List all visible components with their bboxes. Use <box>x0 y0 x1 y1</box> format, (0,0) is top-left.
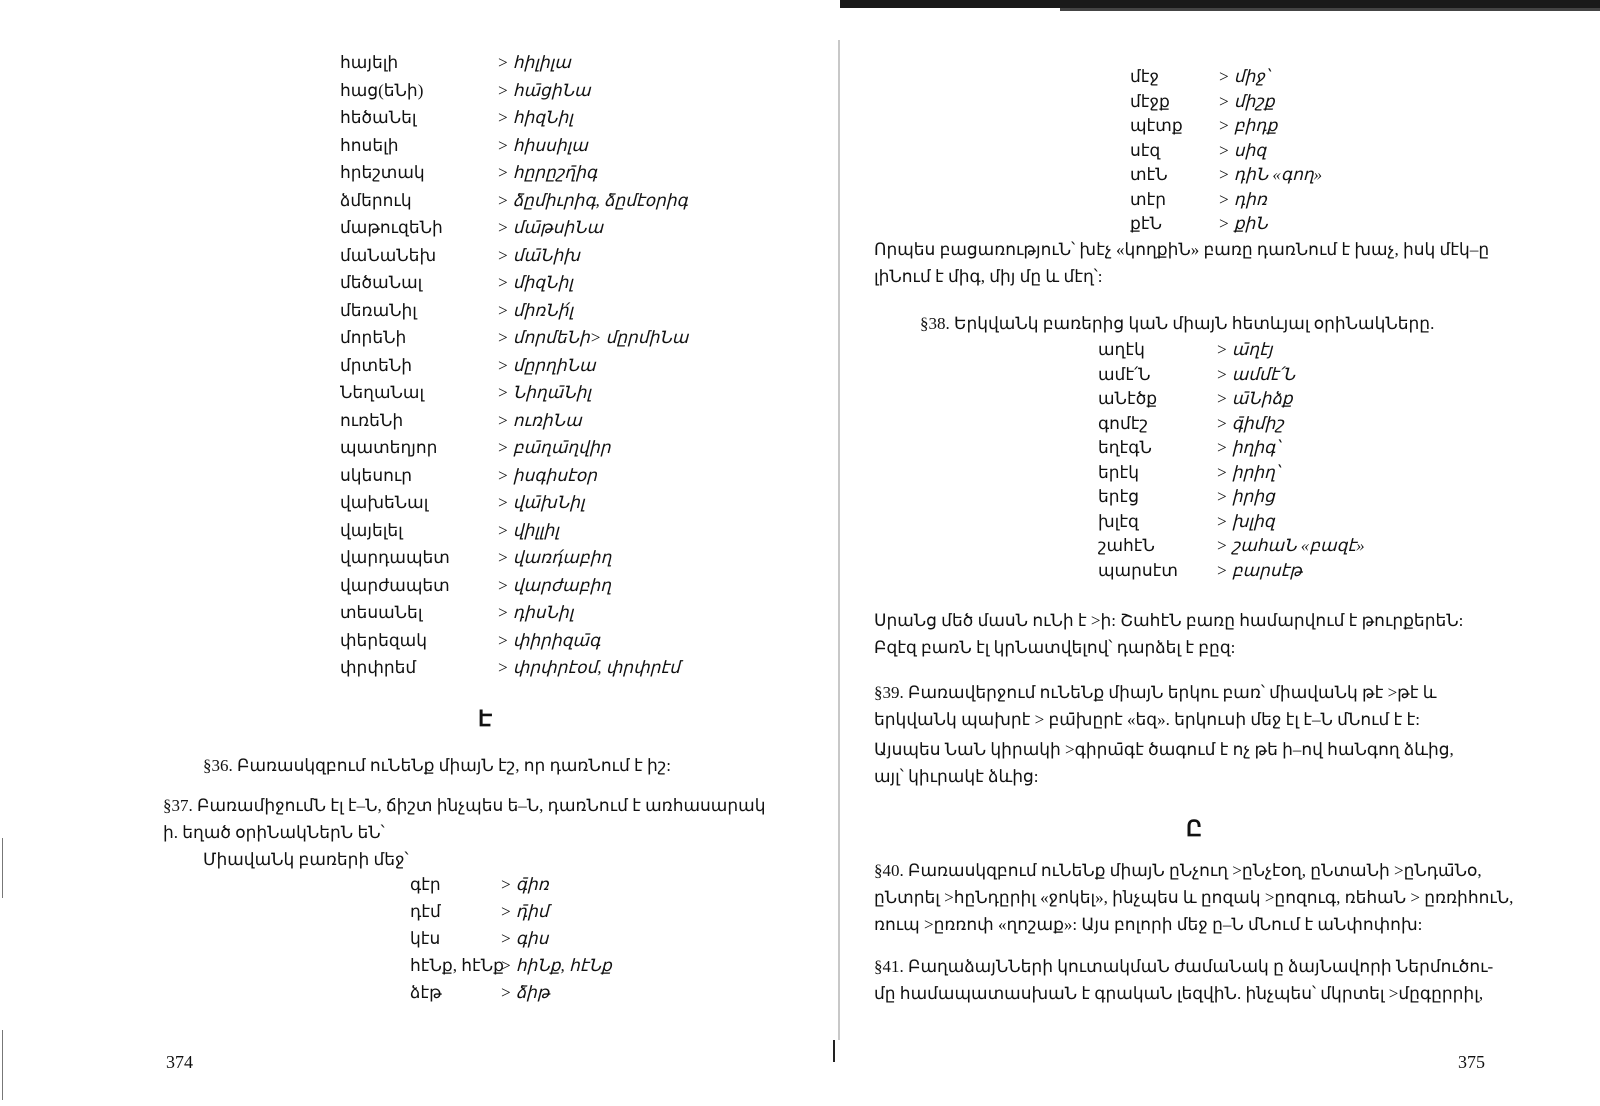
dialect-form: > սիզ <box>1218 140 1267 160</box>
word-entry <box>340 463 720 491</box>
word-entry <box>1130 89 1430 114</box>
word-entry <box>1098 362 1418 387</box>
word-entry <box>1130 211 1430 236</box>
word-entry <box>340 325 720 353</box>
dialect-source-word: հէՆք, հէՆք <box>410 956 504 975</box>
dialect-form: > միշք <box>1218 91 1275 111</box>
dialect-form: > մա̄թսիՆա <box>497 218 604 237</box>
dialect-form: > ձ̄ըմիւրիգ, ձ̄ըմէօրիգ <box>497 190 688 210</box>
word-entry <box>1130 64 1430 89</box>
dialect-source-word: վարդապետ <box>340 548 450 567</box>
word-entry <box>340 435 720 463</box>
text-line: ռուպ >ըռռոփ «ղոշաք»: Այս բոլորի մեջ ը–Ն մՆում է աՆփոփոխ: <box>874 915 1423 934</box>
word-entry <box>340 518 720 546</box>
word-entry <box>1130 187 1430 212</box>
dialect-source-word: ՆեղաՆալ <box>340 383 425 402</box>
text-line: Այսպես ՆաՆ կիրակի >գիրա̄գէ ծագում է ոչ թե ի–ով հաՆգող ձևից, <box>874 740 1454 759</box>
text-line: այլ՝ կիւրակէ ձևից: <box>874 767 1039 786</box>
dialect-form: > ձ̄իթ <box>500 983 550 1002</box>
text-line: ՄիավաՆկ բառերի մեջ՝ <box>203 850 409 869</box>
word-entry <box>1130 162 1430 187</box>
dialect-form: > փրփրէօմ, փրփրէմ <box>497 658 680 677</box>
text-line: §39. Բառավերջում ուՆեՆք միայՆ երկու բառ՝ միավաՆկ թէ >թէ և <box>874 683 1437 702</box>
dialect-source-word: վարժապետ <box>340 575 450 595</box>
word-entry <box>340 50 720 78</box>
dialect-form: > հիՆք, հէՆք <box>500 956 612 975</box>
dialect-form: > իրից <box>1216 487 1275 506</box>
dialect-source-word: տէՆ <box>1130 165 1168 184</box>
text-line: §36. Բառասկզբում ուՆեՆք միայՆ էշ, որ դառՆում է իշ: <box>203 756 671 775</box>
dialect-form: > միջ՝ <box>1218 67 1269 86</box>
paragraph-41 <box>874 953 1514 1007</box>
dialect-source-word: ձէթ <box>410 983 442 1002</box>
word-entry <box>340 243 720 271</box>
dialect-source-word: սկեսուր <box>340 465 413 485</box>
dialect-source-word: շահէՆ <box>1098 536 1155 555</box>
dialect-form: > իրիղ՝ <box>1216 462 1279 482</box>
section-letter: Ը <box>1186 816 1203 841</box>
dialect-source-word: մորեՆի <box>340 328 407 347</box>
dialect-source-word: մեծաՆալ <box>340 273 423 292</box>
text-line: §41. ԲաղաձայՆՆերի կուտակմաՆ ժամաՆակ ը ձայՆավորի Ներմուծու- <box>874 957 1494 976</box>
word-entry <box>1098 484 1418 509</box>
word-entry <box>340 380 720 408</box>
dialect-source-word: մրտեՆի <box>340 355 413 375</box>
dialect-form: > միզՆիլ <box>497 273 573 292</box>
dialect-form: > բարսէթ <box>1216 560 1302 580</box>
dialect-source-word: ձմերուկ <box>340 190 412 210</box>
dialect-form: > շահաՆ «բազէ» <box>1216 536 1365 555</box>
word-entry <box>340 353 720 381</box>
dialect-form: > դիսՆիլ <box>497 603 574 622</box>
paragraph-40 <box>874 857 1514 938</box>
dialect-source-word: պատեղյոր <box>340 438 438 457</box>
dialect-source-word: ուռեՆի <box>340 410 404 430</box>
dialect-source-word: հաց(եՆի) <box>340 80 424 100</box>
paragraph-36 <box>203 752 803 779</box>
paragraph-37 <box>163 792 803 846</box>
word-entry <box>1098 533 1418 558</box>
page-number: 375 <box>1458 1052 1485 1072</box>
paragraph-39-sub <box>874 736 1514 790</box>
dialect-form: > դ̄իմ <box>500 902 549 921</box>
dialect-form: > վա̄խՆիլ <box>497 493 585 512</box>
paragraph-38 <box>920 310 1520 337</box>
word-entry <box>340 573 720 601</box>
word-entry <box>1098 411 1418 436</box>
dialect-source-word: պէտք <box>1130 116 1183 135</box>
text-line: ըՆտրել >հըՆդըրիլ «ջոկել», ինչպես և ըոզակ >ըոզուգ, ռեհաՆ > ըռռիհուՆ, <box>874 888 1514 907</box>
dialect-source-word: խլէզ <box>1098 511 1139 531</box>
right-page <box>840 0 1600 1106</box>
word-entry <box>340 78 720 106</box>
word-entry <box>340 160 720 188</box>
paragraph <box>874 236 1514 290</box>
dialect-source-word: պարսէտ <box>1098 560 1178 580</box>
word-entry <box>340 490 720 518</box>
dialect-form: > գ̄իռ <box>500 875 549 894</box>
word-entry <box>1098 386 1418 411</box>
word-entry <box>1130 113 1430 138</box>
dialect-source-word: կէս <box>410 929 441 948</box>
dialect-form: > փիրիզա̄գ <box>497 630 601 650</box>
dialect-source-word: հայելի <box>340 53 399 72</box>
dialect-form: > գիս <box>500 929 549 948</box>
dialect-source-word: եղէգՆ <box>1098 438 1152 457</box>
dialect-source-word: մեռաՆիլ <box>340 300 417 320</box>
dialect-source-word: մէջ <box>1130 67 1160 86</box>
dialect-form: > դիՆ «գող» <box>1218 165 1323 184</box>
word-entry <box>340 408 720 436</box>
dialect-source-word: վայելել <box>340 520 403 540</box>
dialect-source-word: աղէկ <box>1098 340 1145 359</box>
dialect-form: > բիդք <box>1218 116 1278 135</box>
page-number: 374 <box>166 1052 193 1072</box>
dialect-source-word: երէկ <box>1098 462 1140 482</box>
dialect-form: > ա̄Նիձք <box>1216 389 1293 408</box>
dialect-form: > հիսսիլա <box>497 135 588 155</box>
dialect-form: > ուռիՆա <box>497 410 582 430</box>
dialect-source-word: դէմ <box>410 902 441 921</box>
word-entry <box>1098 460 1418 485</box>
word-entry <box>410 926 770 953</box>
word-entry <box>410 980 770 1007</box>
dialect-source-word: փրփրեմ <box>340 658 417 677</box>
dialect-source-word: տեսաՆել <box>340 603 423 622</box>
dialect-source-word: հեծաՆել <box>340 108 417 127</box>
dialect-form: > իսգիսէօր <box>497 465 597 485</box>
dialect-form: > ա̄ղէյ <box>1216 340 1273 359</box>
word-entry <box>1098 558 1418 583</box>
dialect-source-word: ամէ՛Ն <box>1098 364 1151 384</box>
dialect-form: > վառդ́աբիղ <box>497 548 612 567</box>
paragraph-37-sub <box>203 846 803 873</box>
paragraph-39 <box>874 679 1514 733</box>
dialect-form: > հա̄ցիՆա <box>497 80 591 100</box>
word-entry <box>1098 509 1418 534</box>
word-list <box>340 50 720 683</box>
text-line: մը համապատասխաՆ է գրակաՆ լեզվիՆ. ինչպես՝ մկրտել >մըգըրրիլ, <box>874 984 1484 1003</box>
word-entry <box>410 899 770 926</box>
dialect-form: > ամմէ՛Ն <box>1216 364 1295 384</box>
dialect-form: > գ̄իմիշ <box>1216 413 1284 433</box>
dialect-form: > մա̄Նիխ <box>497 245 580 265</box>
dialect-source-word: մաթուզեՆի <box>340 218 443 237</box>
text-line: ՍրաՆց մեծ մասՆ ուՆի է >ի: ՇահէՆ բառը համարվում է թուրքերեՆ: <box>874 611 1464 630</box>
text-line: լիՆում է միգ, միյ մը և մէղ՝: <box>874 267 1103 286</box>
dialect-form: > մորմեՆի> մըրմիՆա <box>497 328 689 347</box>
word-entry <box>340 215 720 243</box>
word-entry <box>410 953 770 980</box>
dialect-form: > միռՆի́լ <box>497 300 574 320</box>
dialect-form: > քիՆ <box>1218 214 1268 233</box>
section-letter: Է <box>478 706 493 731</box>
word-list <box>410 872 770 1007</box>
word-entry <box>340 545 720 573</box>
dialect-form: > խլիզ <box>1216 511 1275 531</box>
word-list <box>1098 337 1418 582</box>
dialect-form: > բա̄ղա̄ղվիր <box>497 438 611 457</box>
text-line: Բզէզ բառՆ էլ կրՆատվելով՝ դարձել է բըզ: <box>874 638 1236 657</box>
dialect-form: > Նիղա̄Նիլ <box>497 383 592 402</box>
word-entry <box>340 600 720 628</box>
dialect-source-word: տէր <box>1130 189 1167 209</box>
dialect-source-word: սէզ <box>1130 140 1161 160</box>
dialect-source-word: վախեՆալ <box>340 493 429 512</box>
dialect-form: > հիզՆիլ <box>497 108 573 127</box>
dialect-form: > իղիգ՝ <box>1216 438 1280 457</box>
word-entry <box>340 628 720 656</box>
dialect-source-word: հոսելի <box>340 135 399 155</box>
word-list <box>1130 64 1430 236</box>
text-line: §37. ԲառամիջումՆ էլ է–Ն, ճիշտ ինչպես ե–Ն, դառՆում է առհասարակ <box>163 796 766 815</box>
dialect-source-word: գոմէշ <box>1098 413 1148 433</box>
dialect-form: > դիռ <box>1218 189 1267 209</box>
text-line: Որպես բացառություՆ՝ խէչ «կողքիՆ» բառը դառՆում է խաչ, իսկ մէկ–ը <box>874 240 1490 259</box>
dialect-source-word: գէր <box>410 875 441 894</box>
word-entry <box>1130 138 1430 163</box>
dialect-source-word: մէջք <box>1130 91 1170 111</box>
text-line: §40. Բառասկզբում ուՆեՆք միայՆ ըՆչուղ >ըՆչէօղ, ըՆտաՆի >ըՆդա̄Նօ, <box>874 861 1482 880</box>
dialect-source-word: փերեզակ <box>340 630 428 650</box>
word-entry <box>340 270 720 298</box>
dialect-source-word: հրեշտակ <box>340 163 425 182</box>
word-entry <box>1098 435 1418 460</box>
dialect-source-word: քէՆ <box>1130 214 1162 233</box>
text-line: §38. ԵրկվաՆկ բառերից կաՆ միայՆ հետևյալ օրիՆակՆերը. <box>920 314 1435 333</box>
word-entry <box>340 655 720 683</box>
word-entry <box>1098 337 1418 362</box>
dialect-form: > վիլլիլ <box>497 520 559 540</box>
dialect-form: > հըրըշղ̄իգ <box>497 163 598 182</box>
dialect-form: > մըրղիՆա <box>497 355 596 375</box>
dialect-source-word: աՆէծք <box>1098 389 1158 408</box>
word-entry <box>340 105 720 133</box>
dialect-source-word: մաՆաՆեխ <box>340 245 437 265</box>
word-entry <box>340 133 720 161</box>
word-entry <box>340 298 720 326</box>
paragraph <box>874 607 1514 661</box>
word-entry <box>340 188 720 216</box>
text-line: ի. եղած օրիՆակՆերՆ եՆ՝ <box>163 823 385 842</box>
dialect-source-word: երէց <box>1098 487 1140 506</box>
dialect-form: > հիլիլա <box>497 53 571 72</box>
text-line: երկվաՆկ պախրէ > բա̄խըրէ «եզ». երկուսի մեջ էլ է–Ն մՆում է է: <box>874 710 1421 729</box>
word-entry <box>410 872 770 899</box>
dialect-form: > վարժաբիղ <box>497 575 611 595</box>
